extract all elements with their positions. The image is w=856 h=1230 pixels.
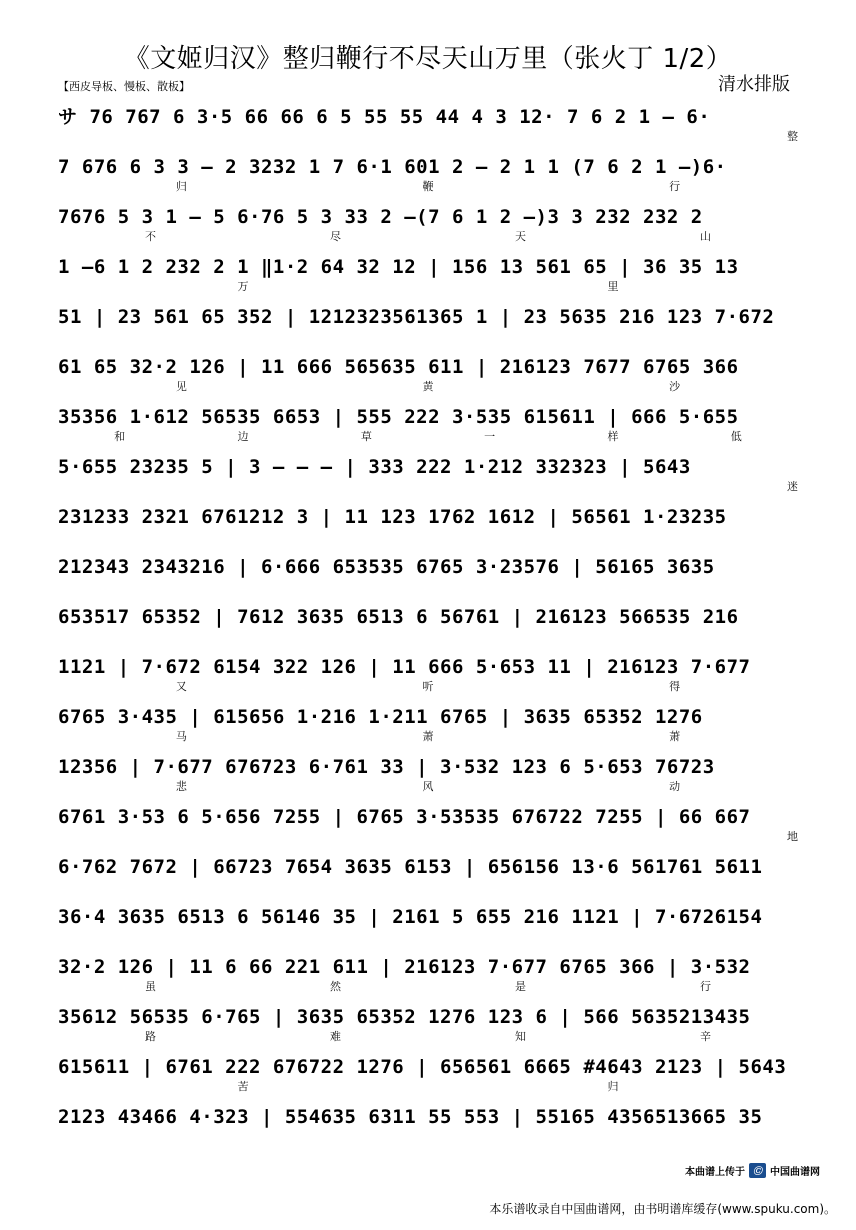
lyric-char: 不	[145, 230, 156, 242]
lyric-char: 地	[787, 830, 798, 842]
lyric-char: 天	[515, 230, 526, 242]
lyric-char: 低	[730, 430, 742, 442]
staff-line	[58, 1058, 798, 1092]
upload-credit	[685, 1163, 820, 1178]
lyric-char: 一	[484, 430, 496, 442]
lyric-char: 路	[145, 1030, 156, 1042]
lyric-char: 又	[175, 680, 187, 692]
lyric-char: 尽	[330, 230, 341, 242]
lyric-char: 整	[787, 130, 798, 142]
lyric-char: 见	[175, 380, 187, 392]
staff-line	[58, 158, 798, 192]
lyric-char: 萧	[669, 730, 681, 742]
lyric-char: 萧	[422, 730, 434, 742]
notation-text: 6761 3·53 6 5·656 7255 | 6765 3·53535 676722 7255 | 66 667	[58, 808, 751, 828]
lyric-char: 里	[607, 280, 619, 292]
lyric-char: 得	[669, 680, 681, 692]
lyric-char: 和	[114, 430, 126, 442]
staff-line	[58, 358, 798, 392]
notation-text: サ 76 767 6 3·5 66 66 6 5 55 55 44 4 3 12· 7 6 2 1 – 6·	[58, 108, 711, 128]
lyric-char: 悲	[175, 780, 187, 792]
notation-text: 61 65 32·2 126 | 11 666 565635 611 | 216123 7677 6765 366	[58, 358, 739, 378]
lyric-text	[58, 131, 798, 142]
notation-text: 36·4 3635 6513 6 56146 35 | 2161 5 655 216 1121 | 7·6726154	[58, 908, 763, 928]
lyric-char: 然	[330, 980, 341, 992]
lyric-char: 是	[515, 980, 526, 992]
notation-text: 615611 | 6761 222 676722 1276 | 656561 6665 #4643 2123 | 5643	[58, 1058, 787, 1078]
lyric-char: 行	[700, 980, 711, 992]
lyric-text	[58, 181, 798, 192]
lyric-char: 行	[669, 180, 681, 192]
staff-line	[58, 458, 798, 492]
notation-text: 5·655 23235 5 | 3 – – – | 333 222 1·212 332323 | 5643	[58, 458, 691, 478]
staff-line	[58, 408, 798, 442]
staff-line	[58, 508, 798, 531]
lyric-char: 黄	[422, 380, 434, 392]
lyric-text	[58, 781, 798, 792]
lyric-char: 样	[607, 430, 619, 442]
lyric-char: 边	[237, 430, 249, 442]
staff-line	[58, 758, 798, 792]
lyric-char: 归	[175, 180, 187, 192]
notation-text: 12356 | 7·677 676723 6·761 33 | 3·532 123 6 5·653 76723	[58, 758, 715, 778]
notation-text: 6·762 7672 | 66723 7654 3635 6153 | 656156 13·6 561761 5611	[58, 858, 763, 878]
lyric-char: 马	[175, 730, 187, 742]
notation-text: 7676 5 3 1 – 5 6·76 5 3 33 2 –(7 6 1 2 –)3 3 232 232 2	[58, 208, 703, 228]
lyric-text	[58, 681, 798, 692]
lyric-text	[58, 431, 798, 442]
lyric-char: 万	[237, 280, 249, 292]
lyric-text	[58, 381, 798, 392]
tempo-marking: 【西皮导板、慢板、散板】	[58, 80, 190, 93]
lyric-char: 草	[360, 430, 372, 442]
lyric-char: 沙	[669, 380, 681, 392]
staff-line	[58, 858, 798, 881]
notation-text: 231233 2321 6761212 3 | 11 123 1762 1612 | 56561 1·23235	[58, 508, 727, 528]
page-title: 《文姬归汉》整归鞭行不尽天山万里（张火丁 1/2）	[123, 44, 733, 74]
lyric-char: 知	[515, 1030, 526, 1042]
notation-text: 32·2 126 | 11 6 66 221 611 | 216123 7·677 6765 366 | 3·532	[58, 958, 751, 978]
staff-line	[58, 308, 798, 331]
lyric-char: 风	[422, 780, 434, 792]
staff-line	[58, 658, 798, 692]
lyric-text	[58, 981, 798, 992]
lyric-text	[58, 1081, 798, 1092]
site-logo: Ⓒ	[749, 1163, 766, 1178]
notation-text: 1 –6 1 2 232 2 1 ‖1·2 64 32 12 | 156 13 561 65 | 36 35 13	[58, 258, 739, 278]
notation-text: 51 | 23 561 65 352 | 1212323561365 1 | 23 5635 216 123 7·672	[58, 308, 775, 328]
lyric-text	[58, 281, 798, 292]
staff-line	[58, 208, 798, 242]
notation-text: 35612 56535 6·765 | 3635 65352 1276 123 6 | 566 5635213435	[58, 1008, 751, 1028]
staff-line	[58, 108, 798, 142]
staff-line	[58, 708, 798, 742]
lyric-char: 归	[607, 1080, 619, 1092]
lyric-char: 动	[669, 780, 681, 792]
arranger-credit: 清水排版	[718, 74, 790, 95]
notation-text: 6765 3·435 | 615656 1·216 1·211 6765 | 3635 65352 1276	[58, 708, 703, 728]
source-note: 本乐谱收录自中国曲谱网，由书明谱库缓存(www.spuku.com)。	[489, 1202, 836, 1216]
staff-line	[58, 558, 798, 581]
lyric-text	[58, 1031, 798, 1042]
notation-text: 35356 1·612 56535 6653 | 555 222 3·535 615611 | 666 5·655	[58, 408, 739, 428]
lyric-text	[58, 731, 798, 742]
lyric-char: 苦	[237, 1080, 249, 1092]
site-logo-text: 中国曲谱网	[770, 1167, 820, 1178]
lyric-char: 虽	[145, 980, 156, 992]
staff-line	[58, 808, 798, 842]
lyric-text	[58, 231, 798, 242]
staff-line	[58, 1108, 798, 1131]
staff-line	[58, 608, 798, 631]
lyric-char: 难	[330, 1030, 341, 1042]
notation-text: 212343 2343216 | 6·666 653535 6765 3·23576 | 56165 3635	[58, 558, 715, 578]
notation-text: 653517 65352 | 7612 3635 6513 6 56761 | 216123 566535 216	[58, 608, 739, 628]
staff-line	[58, 958, 798, 992]
lyric-text	[58, 481, 798, 492]
lyric-char: 山	[700, 230, 711, 242]
lyric-char: 听	[422, 680, 434, 692]
lyric-char: 辛	[700, 1030, 711, 1042]
lyric-text	[58, 831, 798, 842]
staff-line	[58, 258, 798, 292]
upload-label: 本曲谱上传于	[684, 1167, 745, 1178]
notation-text: 2123 43466 4·323 | 554635 6311 55 553 | 55165 4356513665 35	[58, 1108, 763, 1128]
staff-line	[58, 1008, 798, 1042]
lyric-char: 迷	[787, 480, 798, 492]
notation-text: 7 676 6 3 3 – 2 3232 1 7 6·1 601 2 – 2 1 1 (7 6 2 1 –)6·	[58, 158, 727, 178]
lyric-char: 鞭	[422, 180, 434, 192]
notation-text: 1121 | 7·672 6154 322 126 | 11 666 5·653 11 | 216123 7·677	[58, 658, 751, 678]
staff-line	[58, 908, 798, 931]
